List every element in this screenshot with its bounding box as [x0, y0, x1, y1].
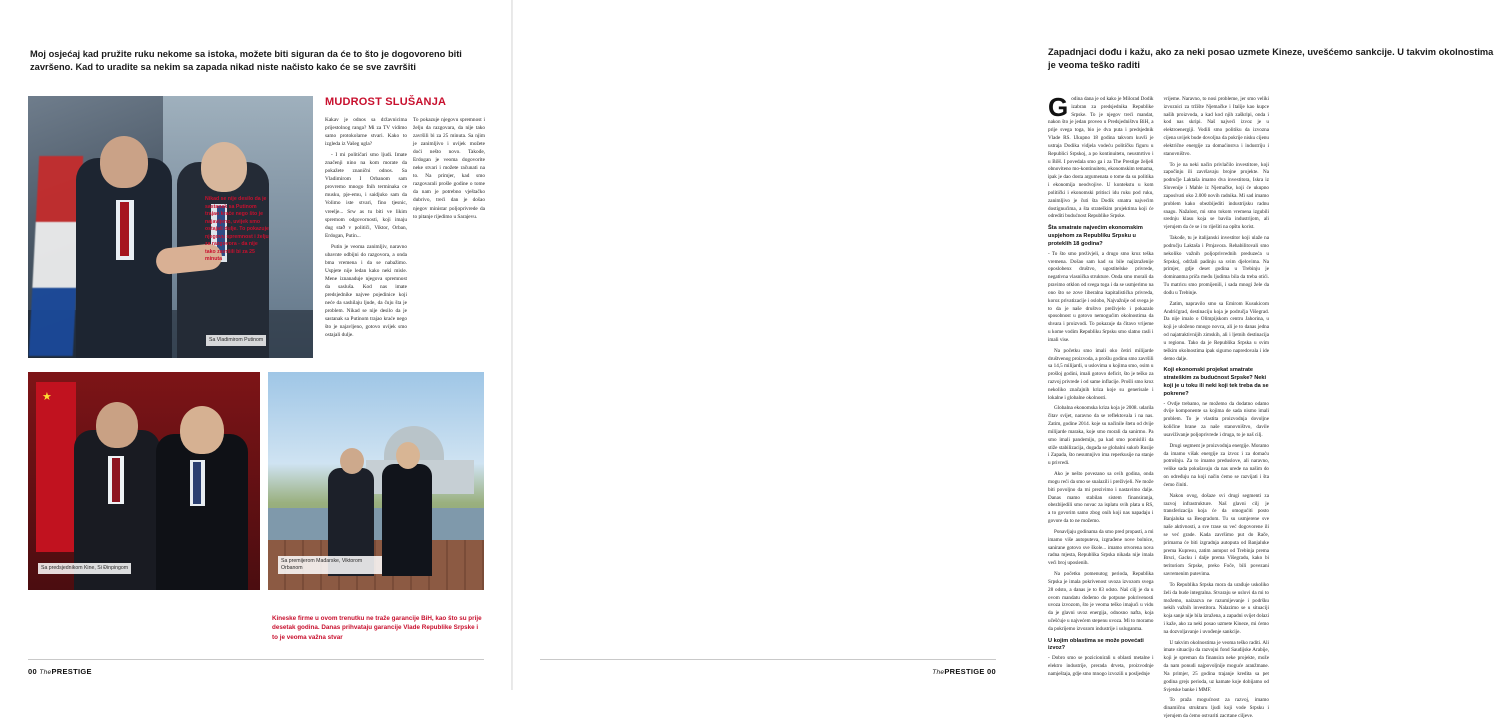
left-page-number: 00	[28, 667, 37, 676]
figure-orban-head	[340, 448, 364, 474]
figure-xi-body	[156, 434, 248, 590]
left-footer	[28, 667, 92, 676]
right-page	[512, 0, 1024, 690]
right-c1-p5: Ponavljaju godinama da smo pred propasti, a mi imamo više autoputeva, izgrađene nove bolnice, sanirane gotovo sve škole... imamo otvorena nova radna mjesta, Republika Srpska nikada nije imala veći broj uposlenih.	[1048, 529, 1154, 568]
caption-orban-text: Sa premijerom Mađarske, Viktorom Orbanom	[278, 556, 382, 574]
figure-xi-head	[180, 406, 224, 454]
right-c1-lead	[1048, 96, 1154, 221]
figure-dodik-body-3	[382, 464, 432, 576]
right-c2-p2: To je na neki način privlačilo investitore, koji započinju ili završavaju brojne projekte. Na područje Laktaša imamo dva investitora, Iskra iz Slovenije i Mahle iz Njemačke, koji će ukupno zaposlvati oko 2.000 novih radnika. Mi sad imamo problem kako obezbijediti industrijsku radnu snagu. Nažalost, mi smo tokom vremena izgubili srednju klasu koja se bavila industrijom, ali vjerujem da će se i to riješiti na opštu korist.	[1164, 162, 1270, 232]
star-icon: ★	[42, 392, 52, 403]
right-c1-lead-text: odina dana je od kako je Milorad Dodik izabran za predsjednika Republike Srpske. To je njegov treći mandat, nakon što je jedan proveo u Predsjedništvu BiH, a prije svega toga, bio je dva puta i predsjednik Vlade RS. Ukupno 18 godina takvom kuvši je ustraja Dodika vidjela vodeću političku figuru u Republici Srpskoj, a po kontinuitetu, neusmrtivo i u BiH. I povedala smo ga i za The Prestige željeli obnoviteno mo-kontinuitetu, ekonomskim temama, ipak je dao dosta argumenata o tome da su politika i ekonomija neodvojive. U kontekstu u kom politički i ekonomski pritisci idu ruku pod ruku, zanimljivo je čuti šta Dodik smatra najvećim dostignućima, a šta strateškim projektima koji će odrediti budućnost Republike Srpske.	[1048, 96, 1154, 219]
brand-logo-right	[932, 667, 984, 676]
right-columns	[1048, 96, 1500, 652]
right-column-1	[1048, 96, 1154, 652]
right-footer-rule	[540, 659, 996, 660]
left-p2: Putin je veoma zanimljiv, naravno ubavnte odbijni do razgovora, a onda bma vremena i da se nabažimo. Uspjete nije ledan kako neki misle. Mene iznanaduje njegova spremnost da sasluša. Kod nas imate predsjednike najvee pojedinice koji neće da sashilaju ljude, da čuju šta je problem. Nikad se nije desilo da je sastanak sa Putinom trajao kraće nego što je najavljeno, gotovo uvijek smo ostajali dulje.	[325, 243, 407, 340]
brand-logo-left	[39, 667, 91, 676]
brand-the-right: The	[932, 669, 944, 676]
right-c1-p3: Globalna ekonomska kriza koja je 2008. udarila čitav svijet, naravno da se reflektovala i na nas. Zatim, godine 2014. koje su načinile štetu od dvije milijarde maraka, koje smo morali da sanirmo. Pa smo imali pandemiju, pa kad smo pomislili da stiže stabilizacija, događa se globalni sukob Rusije i Zapada, što nesumnjivo ima reperkusije na stanje u privredi.	[1048, 405, 1154, 468]
caption-putin	[206, 328, 310, 346]
right-page-number: 00	[987, 667, 996, 676]
left-column-1	[325, 116, 407, 342]
figure-dodik-head-3	[396, 442, 420, 469]
right-c1-heading-2: U kojim oblastima se može povećati izvoz?	[1048, 638, 1154, 654]
right-c2-p6: Drugi segment je proizvodnja energije. Moramo da imamo višak energije za izvoz i za domaću potrošnju. Za to imamo preduslove, ali naravno, velike sada pokušavaju da nas urede na našim do on određuju na koji način ćemo se razvijati i šta ćemo činiti.	[1164, 443, 1270, 490]
left-p3: To pokazuje njegovu spremnost i želju da razgovara, da nije tako završili bi za 25 minuta. Sa njim je zanimljivo i uvijek možete doći nešto novo. Takođe, Erdogan je veoma dogovorite neke stvari i možete računati na to. Na primjer, kad smo razgovarali prošle godine o tome da nam je potrebno vještačko dubrivo, treći dan je došao njegov ministar poljoprivrede da to pitanje rijedimo u Sarajevu.	[413, 116, 485, 221]
right-c2-p5: - Ovdje trebamo, ne možemo da dodatno odamo dvije komponente sa kojima de sada nismo imali problem. To je vlastita proizvodnja dovoljne količine hrane za naše stanovništvo, davile usaviživanje poljoprivrede i druga, to je naš cilj.	[1164, 401, 1270, 440]
right-c1-p6: Na početku pomenutog perioda, Republika Srpska je imala pokrivenost uvoza izvozom svega 28 odsto, a danas je to 83 odsto. Naš cilj je da u ovom mandatu dođemo do potpune pokrivenosti uvoza izvozom, što je veoma teško imajući u vidu da je glavni uvoz energija, odnosno nafta, koja učešćuje u najvećem stepenu uvoza. Mi to moramo da pokrijemo izvozom industrije i usluganma.	[1048, 571, 1154, 634]
caption-xi	[38, 556, 144, 574]
caption-orban	[278, 556, 382, 574]
figure-dodik-tie-2	[112, 458, 120, 502]
left-red-callout: Nikad se nije desilo da je sastanak sa Putinom trajao kraće nego što je najavljeno, uvijek smo ostajali dulje. To pokazuje njegovu spremnost i želju za razgovora - da nije tako završili bi za 25 minuta	[205, 196, 269, 264]
left-page	[0, 0, 512, 690]
chinese-flag	[36, 382, 76, 552]
left-column-2	[413, 116, 485, 224]
river	[268, 508, 484, 542]
drop-cap: G	[1048, 97, 1068, 117]
left-bottom-red-quote: Kineske firme u ovom trenutku ne traže garancije BiH, kao što su prije desetak godina. Danas prihvataju garancije Vlade Republike Srpske i to je veoma važna stvar	[272, 614, 484, 642]
brand-the-left: The	[39, 669, 51, 676]
right-c2-p9: U takvim okolnostima je veoma teško raditi. Ali imate situaciju da razvojni fond Saudijske Arabije, koji je spreman da finansira neke projekte, može da nam ponudi najpovoljnije moguće aranžmane. Na primjer, 25 godina trajanje kredita sa pet godina grejs perioda, uz kamate koje dobijamo od Svjetske banke i MMF.	[1164, 640, 1270, 695]
left-q1: Kakav je odnos sa državnicima prijestolnog ranga? Mi za TV vidimo samo protokolarne stvari. Kako to izgleda iz Vašeg ugla?	[325, 116, 407, 148]
right-c2-heading: Koji ekonomski projekat smatrate strateškim za budućnost Srpske? Neki koji je u toku ili neki koji tek treba da se pokrene?	[1164, 367, 1270, 398]
figure-putin-head	[201, 142, 247, 192]
caption-putin-text: Sa Vladimirom Putinom	[206, 335, 266, 346]
figure-xi-tie	[193, 462, 201, 504]
section-title-mudrost: MUDROST SLUŠANJA	[325, 96, 485, 108]
right-c2-p10: To praža mogućnost za razvoj, imamo dinamičnu strukturu ljudi koji vode Srpsku i vjerujem da ćemo ostvariti zacrtane ciljeve.	[1164, 697, 1270, 720]
right-pull-quote: Zapadnjaci dođu i kažu, ako za neki posao uzmete Kineze, uvešćemo sankcije. U takvim okolnostima je veoma teško raditi	[1048, 46, 1500, 73]
right-column-2	[1164, 96, 1270, 652]
left-pull-quote: Moj osjećaj kad pružite ruku nekome sa istoka, možete biti siguran da će to što je dogovoreno biti završeno. Kad to uradite sa nekim sa zapada nikad niste načisto kako će se sve završiti	[30, 48, 482, 75]
figure-dodik-head-2	[96, 402, 138, 448]
right-c2-p3: Takođe, tu je italijanski investitor koji ulaže na području Laktaša i Prnjavora. Rehabilitovali smo nekoliko važnih poljoprivrednih preduzeća u Srpskoj, održali padinju sa svim djelovima. Na primjer, gdje deset godina u Trebinju je dominantna priča među ljudima bila da treba otići. Tu matricu smo promijenili, i sada mnogi žele da dođu u Trebinje.	[1164, 235, 1270, 298]
page-gutter	[511, 0, 513, 690]
right-c1-p8: - Dobro smo se pozicionirali u oblasti metalne i elektro industrije, prerada drveta, proizvodnje namještaja, gdje smo mnogo izvozili u posljednje	[1048, 655, 1154, 678]
figure-dodik-head	[100, 136, 148, 188]
right-c2-p7: Nakon ovog, došaze svi drugi segmenti za razvoj infrastrukture. Naš glavni cilj je transferizacija koja će da omogućiti posto Banjaluka sa Beogradom. Tu su usmjerene sve naše aktivnosti, a sve trase su već dogovorene ili se već grade. Kada završimo put do Rače, primarna će biti izgradnja autoputa od Banjaluke prema Kupresu, zatim autoput od Trebinja prema Brsci, Gacku i dalje prema Višegradu, kako bi teritoriom Srpske, preko Foče, bili povezani savremenim putevima.	[1164, 493, 1270, 579]
right-c2-p4: Zatim, napravilo smo sa Emirom Kusukicom Andrićgrad, destinaciju koja je područja Višegrad. Da nije imalo o Olimpijskom centru Jahorina, u koji je uloženo mnogo novca, ali je to danas jedna od najatraktivnijih zimskih, ali i ljetnih destinacija u regionu. Tako da je Republika Srpska u svim teškim okolnostima ipak sigurno napredovala i ide demo dalje.	[1164, 301, 1270, 364]
right-c2-p1: vrijeme. Naravno, to nosi probleme, jer smo veliki izvoznici za tržište Njemačke i Italije kao kupce naših proizvoda, a kad kod njih zaškripi, onda i kod nas skripi. Naš najveći izvoz je u elektroenergiji. Vodili smo politiku da izvozna cijena uvijek bude dovoljna da pokrije nisku cijenu električne energije za domaćinstva i industriju i stanovništvo.	[1164, 96, 1270, 159]
right-column-4	[1395, 96, 1500, 652]
right-c1-p2: Na početku smo imali oko četiri milijarde društvenog proizvoda, a prošlu godinu smo završili sa 14,5 milijardi, u uslovima u kojima smo, osim u prošloj godini, imali gotovo deficit, što je teško za razvoj privrede i od same inflacije. Prošli smo kroz nekoliko značajnih kriza koje su generisale i lokalne i globalne okolnosti.	[1048, 348, 1154, 403]
right-footer	[932, 667, 996, 676]
right-c2-p8: To Republika Srpska mora da urađuje uskoliko želi da bude integralna. Stvaraju se uslovi da mi to možemo, naizazva ne razumijevanje i podršku nekih važnih investitora. Nalazimo se u situaciji koja sanje nije bila izražena, a zapadni svijet dolazi i kaže, ako za neki posao uzmete Kineze, mi ćemo na dozvoljavanje i uvođenje sankcije.	[1164, 582, 1270, 637]
figure-dodik-tie	[120, 202, 129, 256]
brand-name-left: PRESTIGE	[51, 667, 91, 676]
right-column-3	[1279, 96, 1385, 652]
left-footer-rule	[28, 659, 484, 660]
photo-handshake-putin	[28, 96, 313, 358]
right-c1-p1: - To što smo preživjeli, a drugo smo kroz teška vremena. Došao sam kad su bile najizraženije oposlobenx društvo, ugostitelske privrede, negativna vlasnička strukture. Onda smo morali da pravimo otklon od svega toga i da se usmjerimo na ono što se zove liberalna kapitalistička privreda, koroz privatizacije i oslobo, Najvažnije od svega je to da je naše društvo preživjelo i pokazalo sposobnost u gotovo nemogućim okolnostima da shvara i proizvodi. To pokazuje da čitavo vrijeme u kome vodim Republiku Srpsku smo slatno rasli i imali vise.	[1048, 251, 1154, 345]
left-p1: - I mi političari smo ljudi. Imate značenji nino na kom morate da pokažete znanični odnos. Sa Vladimirom I Orbanom sam provremo mnogo fnih terminaka ce musku, pje-emu, i saidjuko sam da Volimo iste stvari, fino tjesnic, vreelje... Srw as tu biti ve likim spremom odgovornosti, koji imaju dug stað v političi, Viktor, Orban, Erdogan, Putin...	[325, 151, 407, 240]
brand-name-right: PRESTIGE	[944, 667, 984, 676]
right-c1-p4: Ako je nešto povezano sa ovih godina, onda mogu reći da smo se snalazili i preživjeli. Ne može biti povoljno da mi prezivimo i nastavimo dalje. Danas mamo stabilan sistem finansiranja, obezbijedili smo novac za isplatu svih plata u RS, a to govorim samo zbog onih koji nas napadaju i govore da to ne možemo.	[1048, 471, 1154, 526]
caption-xi-text: Sa predsjednikom Kine, Si Đinpingom	[38, 563, 131, 574]
right-c1-heading: Šta smatrate najvećim ekonomskim uspjehom za Republiku Srpsku u proteklih 18 godina?	[1048, 225, 1154, 248]
